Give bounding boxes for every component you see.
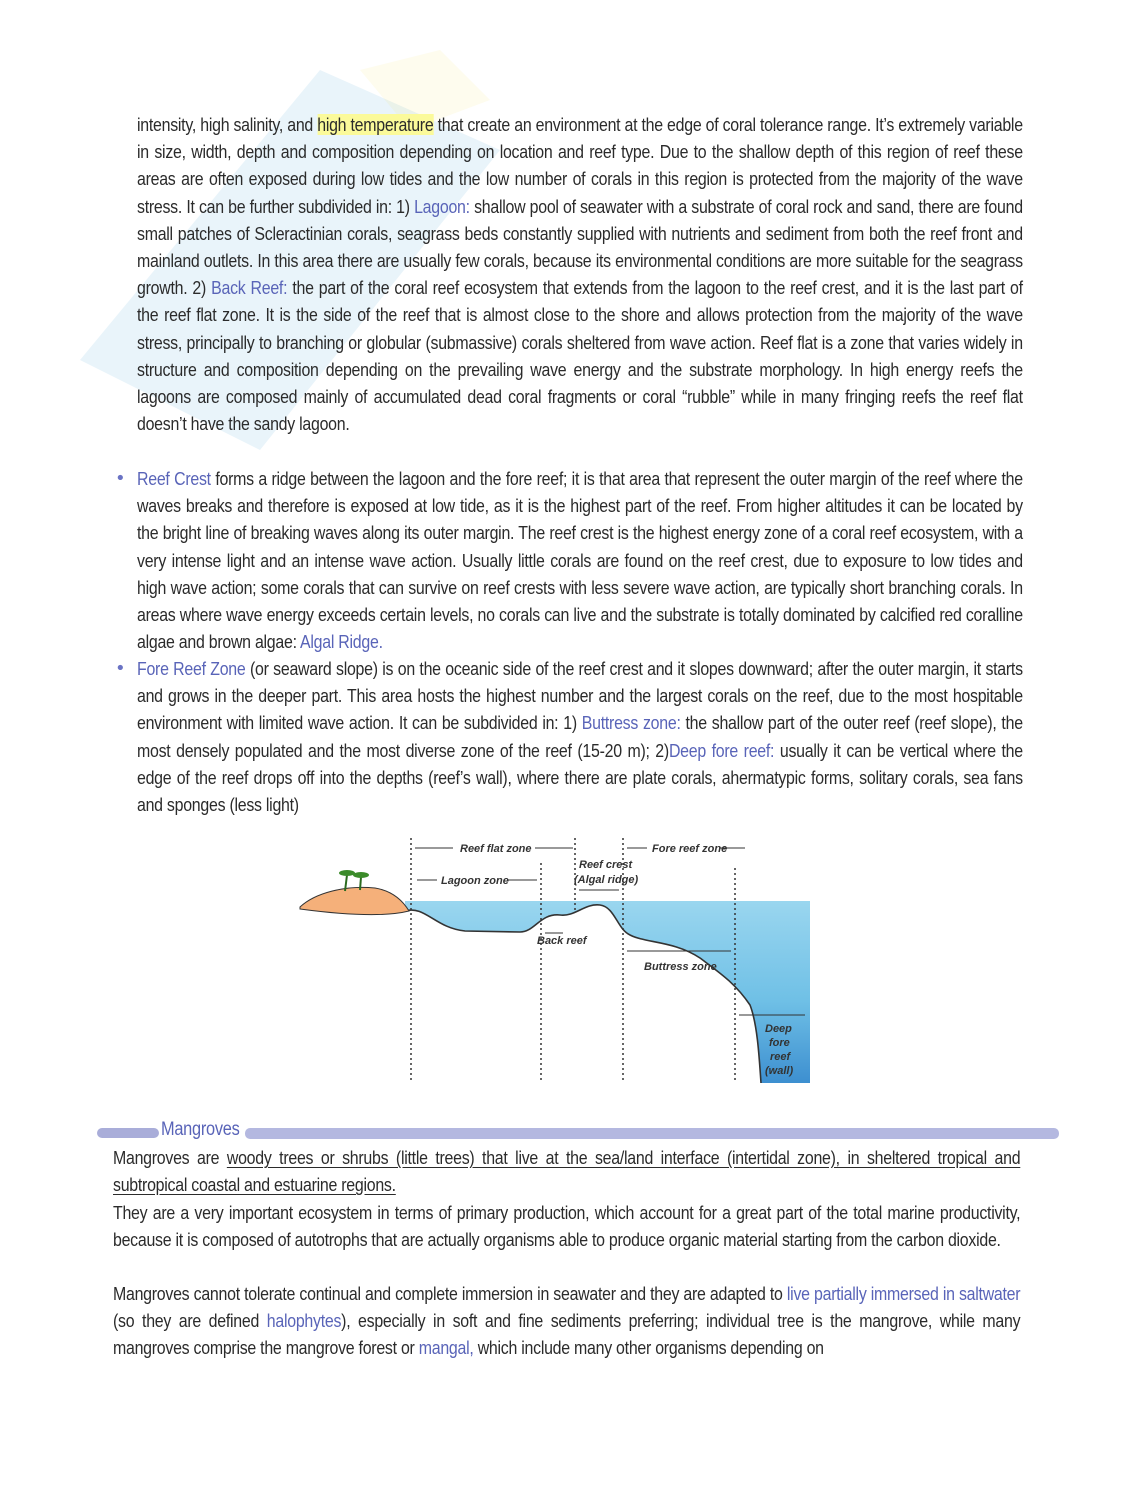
heading-bar-left xyxy=(97,1128,159,1138)
term-halophytes: halophytes xyxy=(266,1310,342,1332)
mangroves-p1-text xyxy=(113,1144,1020,1198)
mangroves-p3-a: Mangroves cannot tolerate continual and complete immersion in seawater and they are adapted to xyxy=(113,1283,787,1304)
term-fore-reef-zone: Fore Reef Zone xyxy=(137,658,246,679)
mangroves-p1-a: Mangroves are xyxy=(113,1147,227,1168)
mangroves-paragraph-1 xyxy=(113,1144,1148,1198)
label-buttress-zone: Buttress zone xyxy=(644,961,717,973)
label-lagoon-zone: Lagoon zone xyxy=(441,875,509,887)
label-back-reef: Back reef xyxy=(537,935,587,947)
term-buttress-zone: Buttress zone: xyxy=(581,712,681,734)
mangroves-p3-c: ), especially in soft and fine sediments preferring; individual tree is the mangrove, while many mangroves comprise the mangrove forest or xyxy=(113,1310,1021,1359)
lagoon-paragraph xyxy=(137,111,1023,437)
highlight-high-temperature: high temperature xyxy=(317,114,434,135)
bullet-marker: • xyxy=(115,468,126,489)
label-deep-2: fore xyxy=(769,1037,790,1049)
mangroves-definition: woody trees or shrubs (little trees) that live at the sea/land interface (intertidal zone), in sheltered tropical and subtropical coastal and estuarine regions. xyxy=(113,1147,1021,1196)
label-fore-reef-zone: Fore reef zone xyxy=(652,843,728,855)
term-deep-fore-reef: Deep fore reef: xyxy=(668,739,775,761)
term-lagoon: Lagoon: xyxy=(414,195,470,217)
label-algal-ridge: (Algal ridge) xyxy=(574,874,639,886)
fore-reef-text-1: (or seaward slope) is on the oceanic side of the reef crest and it slopes downward; after the outer margin, it starts and grows in the deeper part. This area hosts the highest number and the largest corals on the reef, due to the most hospitable environment with limited wave action. It can be subdivided in: 1) xyxy=(137,658,1023,734)
mangroves-p3-text xyxy=(113,1280,1020,1362)
lagoon-text-1: intensity, high salinity, and xyxy=(137,114,318,135)
fore-reef-paragraph xyxy=(137,655,1023,818)
island xyxy=(300,887,409,914)
list-item-reef-crest xyxy=(115,465,1148,655)
lagoon-text-2: that create an environment at the edge of coral tolerance range. It’s extremely variable in size, width, depth and composition depending on location and reef type. Due to the shallow depth of this region of reef these areas are often exposed during low tides and the low number of corals in this region is protected from the majority of the wave stress. It can be further subdivided in: 1) xyxy=(137,114,1023,217)
heading-bar-right xyxy=(245,1128,1059,1139)
mangroves-p3-d: which include many other organisms depending on xyxy=(473,1337,824,1359)
bullet-marker: • xyxy=(115,658,126,679)
reef-crest-paragraph xyxy=(137,465,1023,655)
lagoon-text-3: shallow pool of seawater with a substrate of coral rock and sand, there are found small patches of Scleractinian corals, seagrass beds constantly supplied with nutrients and sediment from both the reef front and mainland outlets. In this area there are usually few corals, because its environmental conditions are more suitable for the seagrass growth. 2) xyxy=(137,195,1023,299)
mangroves-paragraph-2 xyxy=(113,1199,1148,1253)
list-item-fore-reef xyxy=(115,655,1148,818)
label-deep-3: reef xyxy=(770,1051,791,1063)
label-reef-flat-zone: Reef flat zone xyxy=(460,843,532,855)
reef-profile-diagram xyxy=(295,833,815,1085)
term-algal-ridge: Algal Ridge. xyxy=(300,631,383,653)
mangroves-p3-b: (so they are defined xyxy=(113,1310,267,1332)
label-deep-1: Deep xyxy=(765,1023,792,1035)
term-back-reef: Back Reef: xyxy=(211,277,288,299)
mangroves-paragraph-3 xyxy=(113,1280,1148,1362)
fore-reef-text-2: the shallow part of the outer reef (reef slope), the most densely populated and the most diverse zone of the reef (15-20 m); 2) xyxy=(137,712,1023,761)
fore-reef-text-3: usually it can be vertical where the edge of the reef drops off into the depths (reef’s wall), where there are plate corals, ahermatypic forms, solitary corals, sea fans and sponges (less light) xyxy=(137,739,1023,816)
section-title: Mangroves xyxy=(161,1119,240,1140)
term-reef-crest: Reef Crest xyxy=(137,468,211,489)
label-deep-4: (wall) xyxy=(765,1065,794,1077)
reef-crest-text: forms a ridge between the lagoon and the fore reef; it is that area that represent the outer margin of the reef where the waves breaks and therefore is exposed at low tide, as it is the highest part of the reef. From higher altitudes it can be located by the bright line of breaking waves along its outer margin. The reef crest is the highest energy zone of a coral reef ecosystem, with a very intense light and an intense wave action. Usually little corals are found on the reef crest, due to exposure to low tides and high wave action; some corals that can survive on reef crests with less severe wave action, are typically short branching corals. In areas where wave energy exceeds certain levels, no corals can live and the substrate is totally dominated by calcified red coralline algae and brown algae: xyxy=(137,468,1023,653)
mangroves-p2-text: They are a very important ecosystem in terms of primary production, which account for a great part of the total marine productivity, because it is composed of autotrophs that are actually organisms able to produce organic material starting from the carbon dioxide. xyxy=(113,1202,1021,1251)
lagoon-text-4: the part of the coral reef ecosystem that extends from the lagoon to the reef crest, and it is the last part of the reef flat zone. It is the side of the reef that is almost close to the shore and allows protection from the majority of the wave stress, principally to branching or globular (submassive) corals sheltered from wave action. Reef flat is a zone that varies widely in structure and composition depending on the prevailing wave energy and the substrate morphology. In high energy reefs the lagoons are composed mainly of accumulated dead coral fragments or coral “rubble” while in many fringing reefs the reef flat doesn’t have the sandy lagoon. xyxy=(137,277,1023,435)
term-mangal: mangal, xyxy=(418,1337,474,1359)
section-heading-mangroves xyxy=(97,1121,1062,1145)
term-partially-immersed: live partially immersed in saltwater xyxy=(786,1283,1021,1304)
label-reef-crest: Reef crest xyxy=(579,859,633,871)
